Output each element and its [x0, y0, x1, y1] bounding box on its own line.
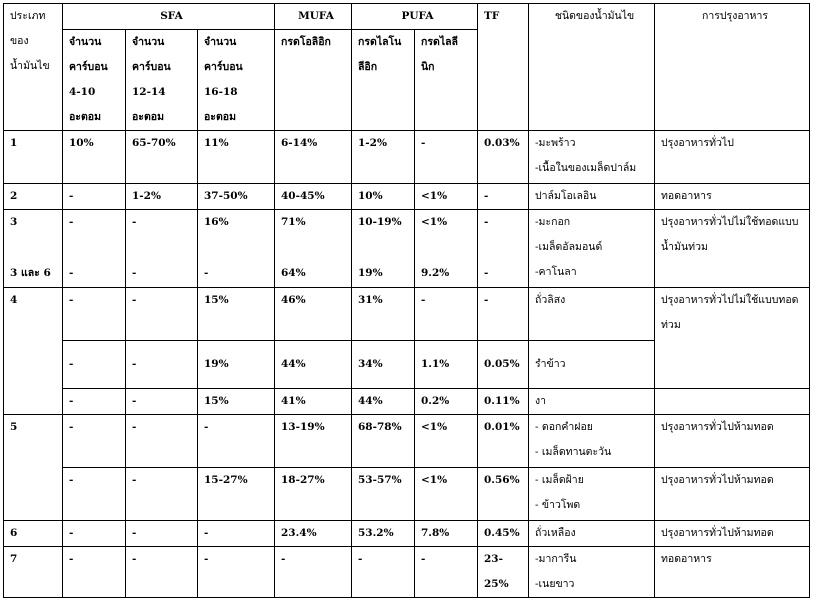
mufa-cell: 44%: [275, 341, 352, 389]
sfa-12-14-cell: -: [126, 341, 198, 389]
sfa-16-18-cell: 15%: [198, 288, 275, 341]
linoleic-cell: 53-57%: [352, 468, 415, 521]
type-label-combined: 3 และ 6: [10, 267, 51, 279]
cooking-cell: ทอดอาหาร: [655, 184, 810, 210]
oil-name: - เมล็ดฝ้าย: [535, 474, 584, 486]
sfa-16-18-cell: 15-27%: [198, 468, 275, 521]
oil-kind-header: ชนิดของน้ำมันไข: [529, 4, 655, 131]
subheader-line: จำนวน: [204, 36, 237, 48]
subheader-line: กรดไลโน: [358, 36, 402, 48]
subheader-line: 4-10: [69, 86, 96, 98]
oil-name: - เมล็ดทานตะวัน: [535, 446, 612, 458]
pufa-subheader-linoleic: [352, 30, 415, 131]
pufa-subheader-linolenic: [415, 30, 478, 131]
tf-cell: 0.11%: [478, 389, 529, 415]
table-row: [4, 184, 810, 210]
subheader-line: คาร์บอน: [69, 61, 108, 73]
value-top: -: [484, 216, 489, 228]
sfa-12-14-cell: [126, 210, 198, 288]
table-row: [4, 521, 810, 547]
sfa-12-14-cell: -: [126, 415, 198, 468]
sfa-12-14-cell: 65-70%: [126, 131, 198, 184]
value-top: 16%: [204, 216, 229, 228]
oil-kind-cell: ถั่วเหลือง: [529, 521, 655, 547]
oil-name: -เนื้อในของเมล็ดปาล์ม: [535, 162, 637, 174]
cooking-cell: ปรุงอาหารทั่วไปห้ามทอด: [655, 415, 810, 468]
linolenic-cell: <1%: [415, 184, 478, 210]
sfa-subheader-4-10: [63, 30, 126, 131]
oil-kind-cell: ปาล์มโอเลอิน: [529, 184, 655, 210]
sfa-4-10-cell: -: [63, 547, 126, 598]
value-bottom: -: [484, 267, 489, 279]
mufa-cell: [275, 210, 352, 288]
mufa-cell: 40-45%: [275, 184, 352, 210]
table-row: [4, 468, 810, 521]
value-bottom: 9.2%: [421, 267, 450, 279]
cooking-cell-empty: [655, 389, 810, 415]
oil-name: -มาการีน: [535, 553, 577, 565]
linolenic-cell: <1%: [415, 468, 478, 521]
value-bottom: 64%: [281, 267, 306, 279]
mufa-cell: 13-19%: [275, 415, 352, 468]
type-cell: 2: [4, 184, 63, 210]
value-bottom: 19%: [358, 267, 383, 279]
sfa-16-18-cell: -: [198, 547, 275, 598]
sfa-12-14-cell: 1-2%: [126, 184, 198, 210]
tf-cell: 0.01%: [478, 415, 529, 468]
type-cell: 7: [4, 547, 63, 598]
sfa-4-10-cell: -: [63, 415, 126, 468]
type-cell: 4: [4, 288, 63, 415]
subheader-line: คาร์บอน: [204, 61, 243, 73]
cooking-cell: ปรุงอาหารทั่วไปไม่ใช้แบบทอดท่วม: [655, 288, 810, 389]
linoleic-cell: 31%: [352, 288, 415, 341]
sfa-12-14-cell: -: [126, 288, 198, 341]
sfa-12-14-cell: -: [126, 521, 198, 547]
tf-cell: [478, 210, 529, 288]
linoleic-cell: [352, 210, 415, 288]
header-row-1: [4, 4, 810, 30]
value-top: -: [132, 216, 137, 228]
subheader-line: นิก: [421, 61, 435, 73]
value-top: 71%: [281, 216, 306, 228]
value-top: 10-19%: [358, 216, 402, 228]
pufa-header: PUFA: [352, 4, 478, 30]
type-cell: [4, 210, 63, 288]
table-row: [4, 389, 810, 415]
linoleic-cell: 44%: [352, 389, 415, 415]
linolenic-cell: 1.1%: [415, 341, 478, 389]
oil-name: -มะพร้าว: [535, 137, 576, 149]
sfa-16-18-cell: -: [198, 521, 275, 547]
mufa-cell: 18-27%: [275, 468, 352, 521]
subheader-line: อะตอม: [132, 111, 164, 123]
sfa-4-10-cell: -: [63, 389, 126, 415]
sfa-16-18-cell: [198, 210, 275, 288]
sfa-4-10-cell: -: [63, 521, 126, 547]
oil-name: -คาโนลา: [535, 266, 577, 278]
cooking-cell: ปรุงอาหารทั่วไปห้ามทอด: [655, 468, 810, 521]
subheader-line: กรดโอลิอิก: [281, 36, 331, 48]
oil-name: - ข้าวโพด: [535, 499, 581, 511]
type-label: 3: [10, 216, 18, 228]
mufa-subheader-oleic: [275, 30, 352, 131]
sfa-header: SFA: [63, 4, 275, 30]
subheader-line: คาร์บอน: [132, 61, 171, 73]
sfa-12-14-cell: -: [126, 389, 198, 415]
linolenic-cell: [415, 210, 478, 288]
tf-cell: 0.03%: [478, 131, 529, 184]
fat-composition-table: [3, 3, 810, 598]
subheader-line: 16-18: [204, 86, 238, 98]
oil-name: -มะกอก: [535, 216, 571, 228]
type-cell: 5: [4, 415, 63, 521]
sfa-4-10-cell: -: [63, 184, 126, 210]
value-bottom: -: [69, 267, 74, 279]
oil-kind-cell: [529, 468, 655, 521]
sfa-4-10-cell: -: [63, 468, 126, 521]
value-bottom: -: [132, 267, 137, 279]
linoleic-cell: -: [352, 547, 415, 598]
oil-kind-cell: [529, 210, 655, 288]
linoleic-cell: 34%: [352, 341, 415, 389]
linolenic-cell: 0.2%: [415, 389, 478, 415]
value-bottom: -: [204, 267, 209, 279]
linolenic-cell: <1%: [415, 415, 478, 468]
subheader-line: กรดไลลี: [421, 36, 458, 48]
table-row: [4, 288, 810, 341]
type-header-line: ประเภท: [10, 10, 46, 22]
tf-cell: 0.45%: [478, 521, 529, 547]
subheader-line: 12-14: [132, 86, 166, 98]
mufa-cell: 46%: [275, 288, 352, 341]
tf-cell: 23-25%: [478, 547, 529, 598]
tf-header: TF: [478, 4, 529, 131]
cooking-cell: ทอดอาหาร: [655, 547, 810, 598]
sfa-16-18-cell: 11%: [198, 131, 275, 184]
sfa-16-18-cell: 19%: [198, 341, 275, 389]
value-top: -: [69, 216, 74, 228]
table-row: [4, 210, 810, 288]
oil-kind-cell: งา: [529, 389, 655, 415]
type-header: [4, 4, 63, 131]
value-top: <1%: [421, 216, 448, 228]
linoleic-cell: 53.2%: [352, 521, 415, 547]
table-row: [4, 415, 810, 468]
cooking-cell: ปรุงอาหารทั่วไปไม่ใช้ทอดแบบน้ำมันท่วม: [655, 210, 810, 288]
type-cell: 1: [4, 131, 63, 184]
oil-kind-cell: [529, 131, 655, 184]
oil-kind-cell: รำข้าว: [529, 341, 655, 389]
linoleic-cell: 1-2%: [352, 131, 415, 184]
oil-name: -เนยขาว: [535, 578, 575, 590]
sfa-4-10-cell: -: [63, 288, 126, 341]
table-row: [4, 131, 810, 184]
sfa-4-10-cell: [63, 210, 126, 288]
type-cell: 6: [4, 521, 63, 547]
mufa-cell: 6-14%: [275, 131, 352, 184]
sfa-12-14-cell: -: [126, 468, 198, 521]
sfa-subheader-12-14: [126, 30, 198, 131]
sfa-16-18-cell: 37-50%: [198, 184, 275, 210]
linoleic-cell: 68-78%: [352, 415, 415, 468]
subheader-line: จำนวน: [69, 36, 102, 48]
type-header-line: ของ: [10, 35, 29, 47]
tf-cell: -: [478, 288, 529, 341]
mufa-cell: 23.4%: [275, 521, 352, 547]
sfa-16-18-cell: -: [198, 415, 275, 468]
subheader-line: จำนวน: [132, 36, 165, 48]
mufa-cell: 41%: [275, 389, 352, 415]
oil-kind-cell: [529, 547, 655, 598]
oil-kind-cell: [529, 415, 655, 468]
linoleic-cell: 10%: [352, 184, 415, 210]
sfa-4-10-cell: -: [63, 341, 126, 389]
sfa-12-14-cell: -: [126, 547, 198, 598]
sfa-subheader-16-18: [198, 30, 275, 131]
type-header-line: น้ำมันไข: [10, 60, 50, 72]
oil-kind-cell: ถั่วลิสง: [529, 288, 655, 341]
mufa-cell: -: [275, 547, 352, 598]
fat-composition-document: [3, 3, 810, 598]
linolenic-cell: -: [415, 131, 478, 184]
tf-cell: 0.56%: [478, 468, 529, 521]
cooking-cell: ปรุงอาหารทั่วไปห้ามทอด: [655, 521, 810, 547]
sfa-4-10-cell: 10%: [63, 131, 126, 184]
tf-cell: 0.05%: [478, 341, 529, 389]
sfa-16-18-cell: 15%: [198, 389, 275, 415]
table-row: [4, 547, 810, 598]
subheader-line: อะตอม: [69, 111, 101, 123]
oil-name: -เมล็ดอัลมอนด์: [535, 241, 603, 253]
linolenic-cell: -: [415, 547, 478, 598]
oil-name: - ดอกคำฝอย: [535, 421, 593, 433]
mufa-header: MUFA: [275, 4, 352, 30]
subheader-line: อะตอม: [204, 111, 236, 123]
cooking-cell: ปรุงอาหารทั่วไป: [655, 131, 810, 184]
linolenic-cell: -: [415, 288, 478, 341]
linolenic-cell: 7.8%: [415, 521, 478, 547]
tf-cell: -: [478, 184, 529, 210]
subheader-line: ลีอิก: [358, 61, 378, 73]
cooking-header: การปรุงอาหาร: [655, 4, 810, 131]
